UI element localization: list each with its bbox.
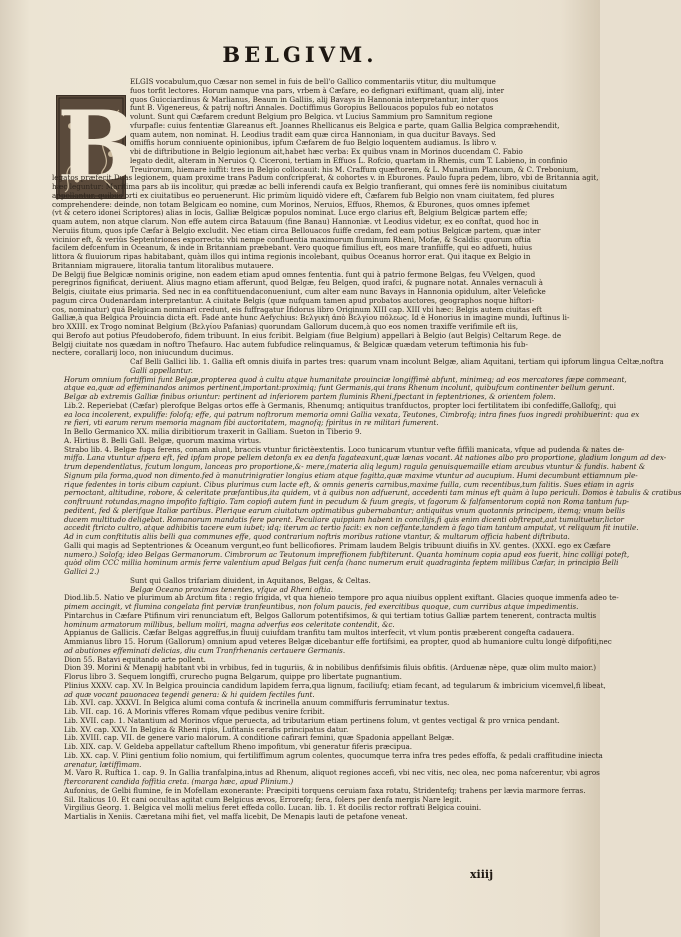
text-line: quam autem, non nominat. H. Leodius tradit eam quæ circa Hannoniam, in qua ducitur Bavays. Sed	[130, 129, 496, 139]
text-line: volunt. Sunt qui Cæfarem credunt Belgium pro Belgica. vt Lucius Sammium pro Samnitum regione	[130, 112, 493, 121]
note-line: pernoctant, altitudine, robore, & celeritate præfantibus,ita quidem, vt à quibus non adfuerunt, accedenti tam minus eft quàm à lupo periculi. Domos è tabulis & cratibus	[64, 488, 681, 498]
note-line: conftruunt rotundas,magno impofito faftigio. Tam copiofi autem funt in pecudum & fuum gregis, vt fagorum & falfamentorum copiâ non Roma tantum fup-	[64, 497, 630, 506]
note-line: Galli appellantur.	[130, 365, 193, 375]
main-text	[52, 77, 681, 822]
note-line: miffa. Lana vtuntur afpera eft, fed ipfam prope pellem detonfa ex ea denfa fagateaxunt,quæ lænas vocant. At nationes albo pro proportione, gladium longum ad dex-	[64, 453, 667, 463]
note-line: Galli qui magis ad Septentriones & Oceanum vergunt,eo funt bellicofiores. Primam laudem Belgis tribuunt diuifis in XV. gentes. (XXXI. ego ex Cæfare	[64, 540, 611, 550]
note-line: A. Hirtius 8. Belli Gall. Belgæ, quorum maxima virtus.	[64, 435, 262, 445]
text-line: qui Berofo aut potius Pfeudoberofo, fidem tribuunt. In eius fcribit. Belgiam (fiue Belgium) appellari à Belgio (aut Belgis) Celtarum Rege. de	[52, 330, 562, 340]
note-line: Appianus de Gallicis. Cæfar Belgas aggreffus,in fluuij cuiufdam tranfitu tam multos interfecit, vt vlum pontis præberent congefta cadauera.	[64, 628, 575, 638]
note-line: ad abutiones effeminati delicias, diu cum Tranfrhenanis certauere Germanis.	[64, 645, 346, 655]
text-line: peregrinos fignificat, deriuent. Alius magno etiam afferunt, quod Belgæ, feu Belgen, quod irafci, & pugnare notat. Annales vernaculi à	[52, 278, 543, 288]
note-line: Ad in cum conftitutis aliis belli qua communes effe, quod contrarium noftris moribus ratione vtantur, & multarum officia habent diftributa.	[64, 532, 570, 541]
page-number: xiiij	[470, 868, 494, 881]
text-line: legato dedit, alteram in Neruios Q. Ciceroni, tertiam in Effuos L. Rofcio, quartam in Rhemis, cum T. Labieno, in confinio	[130, 155, 568, 165]
note-line: Belgæ ab extremis Galliæ finibus oriuntur: pertinent ad inferiorem partem fluminis Rheni,fpectant in feptentriones, & orientem folem.	[64, 392, 556, 401]
note-line: Virgilius Georg. 1. Belgica vel molli melius feret effeda collo. Lucan. lib. 1. Et docilis rector roftrati Belgica couini.	[64, 803, 482, 813]
text-line: vfurpafle: cuius fententiæ Glareanus eft. Joannes Rhellicanus eis Belgica e parte, quam Gallia Belgica compræhendit,	[130, 120, 560, 130]
text-line: Treuirorum, hiemare iuffit: tres in Belgio collocauit: his M. Craffum quæftorem, & L. Munatium Plancum, & C. Trebonium,	[130, 164, 579, 174]
note-line: Belgæ Oceano proximas tenentes, vfque ad Rheni oftia.	[130, 584, 333, 594]
note-line: Lib. XX. cap. V. Plini gentium folio nomium, qui fertiliffimum agrum colentes, quocumque terra infra tres pedes effoffa, & pedali craffitudine iniecta	[64, 750, 603, 760]
note-line: Strabo lib. 4. Belgæ fuga ferens, conam alunt, braccis vtuntur firictèextentis. Loco tunicarum vtuntur vefte fiffili manicata, vfque ad pudenda & nates de-	[64, 444, 625, 454]
note-line: numero.) Solofq; ideo Belgas Germanorum. Cimbrorum ac Teutonum impreffionem fubftiterunt. Quanta hominum copia apud eos fuerit, hinc colligi poteft,	[64, 549, 630, 559]
text-line: Belgij ciuitate nos quædam in noftro Thefauro. Hac autem fubfudice relinquamus, & Belgicæ quædam veterum teftimonia his fub-	[52, 339, 528, 349]
note-line: Dion 55. Batavi equitando arte pollent.	[64, 654, 206, 664]
note-line: Aufonius, de Gelbi flumine, fe in Mofellam exonerante: Præcipiti torquens ceruiam faxa rotatu, Stridentefq; trahens per lævia marmore ferras.	[64, 785, 586, 795]
text-line: Neruiis fitum, quos ipfe Cæfar à Belgio excludit. Nec etiam circa Bellouacos fuiffe credam, fed eam potius Belgicæ partem, quæ inter	[52, 225, 541, 235]
note-line: hominum armatorum millibus, bellum moliri, magna adverfus eos celeritate contendit, &c.	[64, 619, 395, 629]
text-line: vbi de diftributione in Belgio legionum ait,habet hæc verba: Ex quibus vnam in Morinos ducendam C. Fabio	[130, 147, 523, 156]
note-line: M. Varo R. Ruftica 1. cap. 9. In Gallia tranfalpina,intus ad Rhenum, aliquot regiones accefi, vbi nec vitis, nec olea, nec poma nafcerentur, vbi agros	[64, 768, 600, 778]
text-line: vicinior eft, & veriùs Septentriones exporrecta: vbi nempe confluentia maximorum fluminum Rheni, Mofæ, & Scaldis: quorum oftia	[52, 234, 531, 244]
note-line: Martialis in Xeniis. Cæretana mihi fiet, vel maffa licebit, De Menapis lauti de petafone veneat.	[64, 812, 408, 821]
text-beside-initial	[52, 77, 579, 174]
text-line: hæc leguntur: Maritima pars ab iis incolitur, qui prædæ ac belli inferendi caufa ex Belgio tranfierant, qui omnes ferè iis nominibus ciuitatum	[52, 182, 568, 191]
note-line: Pintarchus in Cæfare Ptifinum viri renunciatum eft, Belgos Gallorum potentifsimos, & qui tertiam totius Galliæ partem tenerent, contracta multis	[64, 610, 597, 620]
text-line: pagum circa Oudenardam interpretantur. A ciuitate Belgis (quæ nufquam tamen apud probatos auctores, geographos noque hiftori-	[52, 295, 535, 305]
note-line: pimem accingit, vt flumina congelata fint perviæ tranfeuntibus, non folum paucis, fed exercitibus quoque, cum curribus atque impedimentis.	[64, 602, 579, 611]
note-line: Ammianus libro 15. Horum (Gallorum) omnium apud veteres Belgæ dicebantur effe fortifsimi, ea propter, quod ab humaniore cultu longè difpofiti,nec	[64, 637, 612, 646]
note-line: ducem multitudo deligebat. Romanorum mandatis fere parent. Peculiare quippiam habent in concilijs,fi quis enim dicenti obftrepat,aut tumultuetur,lictor	[64, 514, 624, 524]
text-line: quam autem, non atque clarum. Non effe autem circa Batauum (fine Banau) Hannoniæ. vt Leodius videtur, ex eo conftat, quod hoc in	[52, 217, 539, 226]
note-line: ea loca incolerent, expuliffe: folofq; effe, qui patrum noftrorum memoria omni Gallia vexata, Teutones, Cimbrofq; intra fines fuos ingredi prohibuerint: qua ex	[64, 409, 640, 419]
note-line: peditent, fed & plerifque Italiæ partibus. Plerique earum ciuitatum optimatibus gubernabantur; antiquitus vnum quotannis principem, itemq; vnum bellis	[64, 505, 626, 515]
text-line: De Belgij fiue Belgicæ nominis origine, non eadem etiam apud omnes fententia. funt qui à patrio fermone Belgas, feu VVelgen, quod	[52, 269, 536, 279]
text-line: Galliæ,à qua Belgica Prouincia dicta eft. Fadé ante hunc Aefychius: Βελγικὴ ἀπὸ Βελγίου πόλεως. Id è Honorius in imagine mundi, Iuftinus li-	[52, 313, 570, 323]
text-line: quos Guicciardinus & Marlianus, Beaum in Galliis, alij Bavays in Hannonia interpretantur, inter quos	[130, 94, 499, 104]
text-line: fuos torfit lectores. Horum namque vna pars, vrbem à Cæfare, eo defignari exiftimant, quam alij, inter	[130, 85, 505, 95]
text-line: facilem defcenfum in Oceanum, & inde in Britanniam præbebant. Vero quoque fimilius eft, eos mare tranfiiffe, qui eo adfueti, huius	[52, 243, 533, 253]
note-line: Lib. XVI. cap. XXXVI. In Belgica alumi coma contufa & incrinella anuum commiffuris ferruminatur textus.	[64, 698, 450, 708]
text-line: nectere, corallarij loco, non iniucundum ducimus.	[52, 348, 234, 358]
note-line: Plinius XXXV. cap. XV. In Belgica prouincia candidum lapidem ferra,qua lignum, faciliufq; etiam fecant, ad tegularum & imbricium vicemvel,fi libeat,	[64, 680, 606, 690]
note-line: Lib.2. Reperiebat (Cæfar) plerofque Belgas ortos effe à Germanis, Rhenumq; antiquitus tranfductos, propter loci fertilitatem ibi confediffe,Gallofq;, qui	[64, 400, 617, 410]
text-line: Belgis, ciuitate eius primaria. Sed nec in ea conftituendaconueniunt, cum alter eam nunc Bavays in Hannonia opidulum, alter Veleficke	[52, 287, 546, 296]
note-line: Caf Belli Gallici lib. 1. Gallia eft omnis diuifa in partes tres: quarum vnam incolunt Belgæ, aliam Aquitani, tertiam qui ipforum lingua Celtæ,noftra	[130, 357, 664, 366]
text-line: cos, nominatur) quá Belgicam nominari credunt, eis fuffragatur Ifidorus libro Originum XIII cap. XIII vbi hæc: Belgis autem ciuitas eft	[52, 304, 542, 314]
text-line: bro XXIII. ex Trogo nominat Belgium (Βελγίου Pafanias) quorundam Gallorum ducem,à quo eos nomen traxiffe verifimile eft iis,	[52, 322, 519, 331]
note-line: Lib. XVIII. cap. VII. de genere vario malorum. A conditione cafirari femini, quæ Spadonia appellant Belgæ.	[64, 733, 455, 743]
note-line: rique fedentes in toris cibum capiunt. Cibus plurimus cum lacte eft, & omnis generis carnibus,maxime fuilla, cum recentibus,tum falitis. Sues etiam in agris	[64, 479, 634, 489]
note-line: Lib. XV. cap. XXV. In Belgica & Rheni ripis, Lufitanis cerafis principatus datur.	[64, 724, 349, 734]
initial-letter: B	[57, 90, 139, 203]
text-line: legatos præfecit.Duas legionem, quam proxime trans Padum confcripferat, & cohortes v. in Eburones. Paulo fupra pedem, libro, vbi de Britannia agit,	[52, 173, 599, 183]
note-line: arenatur, lætiffimam.	[64, 759, 142, 769]
note-line: accedit ftricto cultro, atque adhibitis tacere eum iubet; idq; iterum ac tertio facit: ex non ceffante,tandem à fago tiam tantum amputat, vt reliquum fit inutile.	[64, 523, 639, 533]
note-line: Sunt qui Gallos trifariam diuident, in Aquitanos, Belgas, & Celtas.	[130, 575, 371, 585]
note-line: Gallici 2.)	[64, 567, 100, 576]
text-line: comprehendere: deinde, non totam Belgicam eo nomine, cum Morinos, Neruios, Effuos, Rhemos, & Eburones, quos omnes ipfemet	[52, 199, 530, 209]
text-paragraph	[52, 173, 599, 358]
note-line: ftercorarent candida foffitia creta. (marga hæc, apud Plinium.)	[64, 777, 294, 786]
text-line: funt B. Vigenereus, & patrij noftri Annales. Doctiffimus Goropius Bellouacos populos fub eo notatos	[130, 103, 494, 113]
note-line: Florus libro 3. Sequem longiffi, crurecho pugna Belgarum, quippe pro libertate pugnantium.	[64, 672, 402, 681]
note-line: Lib. VII. cap. 16. A Morinis vfferes Romam vfque pedibus venire fcribit.	[64, 707, 325, 716]
text-line: ELGIS vocabulum,quo Cæsar non semel in fuis de bell'o Gallico commentariis vtitur, diu multumque	[130, 77, 496, 86]
text-line: omiffis horum conniuente opinionibus, ipfum Cæfarem de fuo Belgio loquentem audiamus. Is libro v.	[130, 138, 497, 148]
note-line: In Bello Germanico XX. milia diribitiorum traxerit in Galliam. Sueton in Tiberio 9.	[64, 427, 362, 436]
text-line: littora & fluuiorum ripas habitabant, quàm illos qui intima regionis incolebant, quibus Oceanus horror erat. Qui itaque ex Belgio in	[52, 252, 531, 261]
note-line: atque ea,quæ ad effeminandos animos pertinent,important:proximiq; funt Germanis,qui trans Rhenum incolunt, quibufcum continenter bellum gerunt.	[64, 383, 615, 393]
note-line: Lib. XIX. cap. V. Geldeba appellatur caftellum Rheno impofitum, vbi generatur fiferis præcipua.	[64, 742, 413, 751]
note-line: quòd olim CCC millia hominum armis ferre valentium apud Belgas fuit cenfa (hanc numerum eruit quadraginta feptem millibus Cæfar, in principio Belli	[64, 558, 619, 568]
text-line: Britanniam migrauere, litoralia tantum litoralibus mutauere.	[52, 260, 274, 270]
note-line: ad quæ vocant pauonacea tegendi genera: & hi quidem fectiles funt.	[64, 689, 315, 699]
text-line: (vt & cetero idonei Scriptores) alias in locis, Galliæ Belgicæ populos nominat. Luce ergo clarius eft, Belgium Belgicæ partem effe;	[52, 208, 528, 218]
note-line: Diod.lib.5. Natio ve plurimum ab Arctum fita : regio frigida, vt qua hieneio tempore pro aqua niuibus opplent exiftant. Glacies quoque immenfa adeo te-	[64, 593, 619, 603]
note-line: Horum omnium fortiffimi funt Belgæ,propterea quod à cultu atque humanitate prouinciæ longiffimè abfunt, minimeq; ad eos mercatores fæpe commeant,	[64, 374, 627, 384]
note-line: Sil. Italicus 10. Et cani occultas agitat cum Belgicus ævos, Errorefq; fera, folers per denfa mergis Nare legit.	[64, 794, 462, 804]
note-line: re fieri, vti earum rerum memoria magnam fibi auctoritatem, magnofq; fpiritus in re militari fumerent.	[64, 418, 439, 428]
note-line: Dion 39. Morini & Menapij habitant vbi in vrbibus, fed in tuguriis, & in nobilibus denfifsimis filuis obfitis. (Arduenæ nèpe, quæ olim multo maior.)	[64, 663, 597, 673]
testimonia-list	[52, 357, 681, 822]
note-line: Signum pila forma,quod non dimento.fed à manutrinigratier longius etiam atque fagitta,quæ maxime vtuntur ad aucupium. Humi decumbunt ettiamnum ple-	[64, 470, 638, 480]
page-title: BELGIVM.	[222, 42, 378, 67]
note-line: Lib. XVII. cap. 1. Natantium ad Morinos vfque peruecta, ad tributarium etiam pertinens folum, vt gentes vectigal & pro vrnica pendant.	[64, 715, 560, 725]
note-line: trum dependentlatus, fcutum longum, lanceas pro proportione,&- mere,(materia aliq legum) ragula genuisquemaille etiam arcubus vtuntur & fundis. habent &	[64, 462, 646, 471]
text-line: appellantur, quibus orti ex ciuitatibus eo peruenerunt. Hic primùm liquidò videre eft, Cæfarem fub Belgio non vnam ciuitatem, fed plures	[52, 190, 555, 200]
